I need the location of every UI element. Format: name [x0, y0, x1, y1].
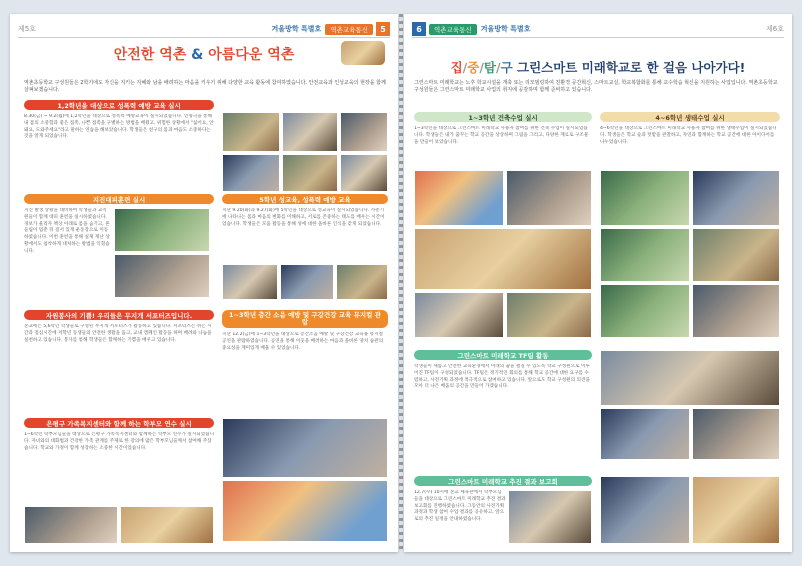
photo-puppet-show-3 [340, 112, 388, 152]
section-title-architecture-class: 1~3학년 건축수업 실시 [414, 112, 592, 122]
right-page [404, 14, 792, 552]
photo-ecology-class-3 [600, 228, 690, 282]
photo-architecture-class-3 [506, 292, 592, 338]
binding-spine [399, 14, 403, 552]
photo-parent-training-2 [120, 506, 214, 544]
section-text-ecology-class: 4~6학년을 대상으로 그린스마트 미래학교 사용자 참여를 위한 생태수업이 실시되었습니다. 학생들은 학교 숲과 텃밭을 관찰하고, 자연과 함께하는 학교 공간에 대한 아이디어를 나누었습니다. [600, 126, 777, 145]
section-title-tf-team: 그린스마트 미래학교 TF팀 활동 [414, 350, 592, 360]
left-intro: 역촌초등학교 구성원들은 2학기에도 자신을 지키는 지혜와 남을 배려하는 마음을 키우기 위해 다양한 교육 활동에 참여하였습니다. 안전교육과 인성교육의 현장을 함께 살펴보겠습니다. [24, 80, 386, 93]
photo-puppet-show-2 [282, 112, 338, 152]
photo-stick-structures [414, 228, 592, 290]
right-header-name: 겨울방학 특별호 [480, 25, 531, 33]
section-title-sexual-violence-1-2: 1,2학년을 대상으로 성폭력 예방 교육 실시 [24, 100, 214, 110]
photo-sex-ed-2 [280, 264, 334, 300]
photo-parent-training-1 [24, 506, 118, 544]
section-text-earthquake-drill: 지진 발생 상황을 대비하여 학생들과 교직원들이 함께 대피 훈련을 실시하였습니다. 경보가 울리자 책상 아래로 몸을 숨기고, 흔들림이 멈춘 뒤 질서 있게 운동장으로 이동하였습니다. 이번 훈련을 통해 실제 재난 상황에서도 침착하게 대처하는 방법을 익혔습니다. [24, 208, 110, 254]
photo-puppet-show-6 [340, 154, 388, 192]
left-header [268, 22, 390, 36]
photo-ecology-class-1 [600, 170, 690, 226]
section-title-5th-grade-sex-ed: 5학년 성교육, 성폭력 예방 교육 [222, 194, 388, 204]
section-title-rainbow-supporters: 자원봉사의 기쁨! 우리들은 무지개 서포터즈입니다. [24, 310, 214, 320]
left-page [10, 14, 398, 552]
left-header-divider [18, 37, 390, 38]
right-intro: 그린스마트 미래학교는 노후 학교시설을 개축 또는 리모델링하여 친환경 공간혁신, 스마트교실, 학교복합화를 통해 교수학습 혁신을 지원하는 사업입니다. 역촌초등학교 구성원들은 그린스마트 미래학교 사업의 취지에 공감하며 함께 준비하고 있습니다. [414, 80, 778, 93]
photo-musical-stage [222, 418, 388, 478]
photo-tf-team-2 [600, 408, 690, 460]
photo-puppet-show-1 [222, 112, 280, 152]
photo-earthquake-drill-1 [114, 208, 210, 252]
photo-earthquake-drill-2 [114, 254, 210, 298]
photo-tf-team-3 [692, 408, 780, 460]
section-title-ecology-class: 4~6학년 생태수업 실시 [600, 112, 780, 122]
photo-report-3 [692, 476, 780, 544]
reindeer-illustration [340, 40, 386, 66]
section-title-musical: 1~3학년 층간 소음 예방 및 구강건강 교육 뮤지컬 관람 [222, 310, 388, 328]
photo-puppet-show-5 [282, 154, 338, 192]
photo-report-2 [600, 476, 690, 544]
photo-report-1 [508, 490, 592, 544]
section-text-rainbow-supporters: 본교에는 5,6학년 학생들로 구성된 무지개 서포터즈가 활동하고 있습니다. 서포터즈는 쉬는 시간과 점심시간에 저학년 동생들의 안전한 생활을 돕고, 교내 캠페인 활동을 하며 배려와 나눔을 실천하고 있습니다. 봉사를 통해 학생들은 함께하는 기쁨을 배우고 있습니다. [24, 324, 212, 343]
photo-ecology-class-4 [692, 228, 780, 282]
section-text-results-report: 12.7(수) 10시에 본교 체육관에서 학부모님들을 대상으로 그린스마트 미래학교 추진 결과 보고회를 진행하였습니다. 그동안의 사전기획 과정과 학생 참여 수업 결과를 공유하고, 앞으로의 추진 일정을 안내하였습니다. [414, 490, 506, 523]
photo-ecology-class-2 [692, 170, 780, 226]
left-page-label: 제5호 [18, 25, 36, 33]
right-page-label: 제6호 [766, 25, 784, 33]
section-text-sexual-violence-1-2: 8.30(금) ~ 9.2(월)에 1,2학년을 대상으로 성폭력 예방교육이 실시되었습니다. 인형극을 통해 내 몸의 소중함과 좋은 접촉, 나쁜 접촉을 구별하는 방법을 배웠고, 위험한 상황에서 "싫어요, 안돼요, 도와주세요"라고 말하는 연습을 해보았습니다. 학생들은 친구의 몸과 마음도 소중하다는 것을 알게 되었습니다. [24, 114, 214, 140]
photo-musical-audience [222, 480, 388, 542]
photo-ecology-class-5 [600, 284, 690, 338]
section-text-tf-team: 학생들이 새롭고 안전한 교육환경에서 미래의 꿈을 펼칠 수 있도록 학교 구성원으로 이루어진 TF팀이 구성되었습니다. TF팀은 정기적인 회의를 통해 학교 공간에 대한 요구를 수렴하고, 사전기획 과정에 적극적으로 참여하고 있습니다. 앞으로도 학교 구성원의 의견을 모아 더 나은 배움의 공간을 만들어 가겠습니다. [414, 364, 590, 390]
left-page-title: 안전한 역촌 & 아름다운 역촌 [113, 47, 295, 63]
photo-hand-paintings [414, 170, 504, 226]
section-text-musical: 지난 12.2(금)에 1~3학년을 대상으로 층간소음 예방 및 구강건강 교육용 뮤지컬 공연을 관람하였습니다. 공연을 통해 이웃을 배려하는 마음과 올바른 양치 습관의 중요성을 재미있게 배울 수 있었습니다. [222, 332, 384, 351]
right-header [412, 22, 534, 36]
left-header-pill: 역촌교육통신 [325, 24, 373, 35]
left-page-number: 5 [376, 22, 390, 36]
left-header-name: 겨울방학 특별호 [271, 25, 322, 33]
photo-ecology-class-6 [692, 284, 780, 338]
right-page-title: 집/중/탐/구 그린스마트 미래학교로 한 걸음 나아가다! [450, 60, 746, 75]
photo-tf-team-1 [600, 350, 780, 406]
section-text-architecture-class: 1~3학년을 대상으로 그린스마트 미래학교 사용자 참여를 위한 건축 수업이 실시되었습니다. 학생들은 내가 꿈꾸는 학교 공간을 상상하며 그림을 그리고, 다양한 재료로 구조물을 만들어 보았습니다. [414, 126, 589, 145]
section-title-earthquake-drill: 지진대피훈련 실시 [24, 194, 214, 204]
section-title-results-report: 그린스마트 미래학교 추진 결과 보고회 [414, 476, 592, 486]
photo-puppet-show-4 [222, 154, 280, 192]
right-page-number: 6 [412, 22, 426, 36]
section-text-5th-grade-sex-ed: 지난 9.20(화)과 9.27(화)에 5학년을 대상으로 성교육이 실시되었습니다. 사춘기에 나타나는 몸과 마음의 변화를 이해하고, 서로를 존중하는 태도를 배우는 시간이었습니다. 학생들은 모둠 활동을 통해 성에 대한 올바른 인식을 갖게 되었습니다. [222, 208, 385, 227]
right-header-divider [412, 37, 784, 38]
section-title-parent-training: 은평구 가족복지센터와 함께 하는 학부모 연수 실시 [24, 418, 214, 428]
section-text-parent-training: 1~6학년 학부모님들을 대상으로 은평구 가족복지센터와 함께하는 학부모 연수가 실시되었습니다. 자녀와의 대화법과 건강한 가족 관계를 주제로 한 강의에 많은 학부모님들께서 참여해 주셨습니다. 학교와 가정이 함께 성장하는 소중한 시간이었습니다. [24, 432, 214, 451]
photo-sex-ed-1 [222, 264, 278, 300]
photo-architecture-class-2 [414, 292, 504, 338]
photo-architecture-class-1 [506, 170, 592, 226]
right-header-pill: 역촌교육통신 [429, 24, 477, 35]
photo-sex-ed-3 [336, 264, 388, 300]
